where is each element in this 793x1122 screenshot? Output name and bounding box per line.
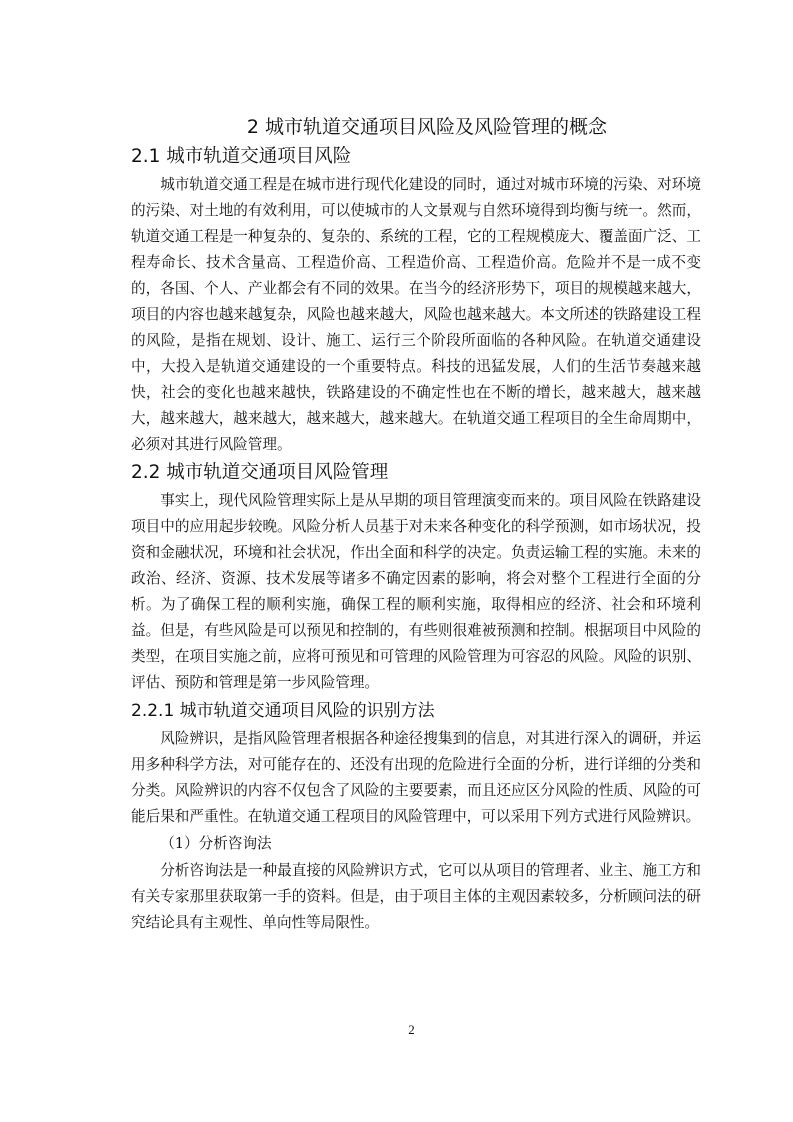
section-heading-2-2-1: 2.2.1 城市轨道交通项目风险的识别方法 xyxy=(131,701,435,721)
paragraph-2-2-1: 风险辨识，是指风险管理者根据各种途径搜集到的信息，对其进行深入的调研，并运用多种科学方法，对可能存在的、还没有出现的危险进行全面的分析，进行详细的分类和分类。风险辨识的内容不仅包含了风险的主要要素，而且还应区分风险的性质、风险的可能后果和严重性。在轨道交通工程项目的风险管理中，可以采用下列方式进行风险辨识。 xyxy=(131,730,701,825)
page-content xyxy=(131,112,701,936)
page-number: 2 xyxy=(408,1022,415,1037)
section-heading-2-1: 2.1 城市轨道交通项目风险 xyxy=(131,146,352,167)
paragraph-2-1: 城市轨道交通工程是在城市进行现代化建设的同时，通过对城市环境的污染、对环境的污染、对土地的有效利用，可以使城市的人文景观与自然环境得到均衡与统一。然而，轨道交通工程是一种复杂的、复杂的、系统的工程，它的工程规模庞大、覆盖面广泛、工程寿命长、技术含量高、工程造价高、工程造价高、工程造价高。危险并不是一成不变的，各国、个人、产业都会有不同的效果。在当今的经济形势下，项目的规模越来越大，项目的内容也越来越复杂，风险也越来越大，风险也越来越大。本文所述的铁路建设工程的风险，是指在规划、设计、施工、运行三个阶段所面临的各种风险。在轨道交通建设中，大投入是轨道交通建设的一个重要特点。科技的迅猛发展，人们的生活节奏越来越快，社会的变化也越来越快，铁路建设的不确定性也在不断的增长，越来越大，越来越大，越来越大，越来越大，越来越大，越来越大。在轨道交通工程项目的全生命周期中，必须对其进行风险管理。 xyxy=(131,176,701,453)
paragraph-2-2: 事实上，现代风险管理实际上是从早期的项目管理演变而来的。项目风险在铁路建设项目中的应用起步较晚。风险分析人员基于对未来各种变化的科学预测，如市场状况，投资和金融状况，环境和社会状况，作出全面和科学的决定。负责运输工程的实施。未来的政治、经济、资源、技术发展等诸多不确定因素的影响，将会对整个工程进行全面的分析。为了确保工程的顺利实施，确保工程的顺利实施，取得相应的经济、社会和环境利益。但是，有些风险是可以预见和控制的，有些则很难被预测和控制。根据项目中风险的类型，在项目实施之前，应将可预见和可管理的风险管理为可容忍的风险。风险的识别、评估、预防和管理是第一步风险管理。 xyxy=(131,492,701,691)
section-heading-2-2: 2.2 城市轨道交通项目风险管理 xyxy=(131,462,389,483)
paragraph-analysis-consulting: 分析咨询法是一种最直接的风险辨识方式，它可以从项目的管理者、业主、施工方和有关专家那里获取第一手的资料。但是，由于项目主体的主观因素较多，分析顾问法的研究结论具有主观性、单向性等局限性。 xyxy=(131,862,701,931)
list-item-label-analysis-consulting: （1）分析咨询法 xyxy=(160,835,272,852)
chapter-title: 2 城市轨道交通项目风险及风险管理的概念 xyxy=(246,116,608,138)
